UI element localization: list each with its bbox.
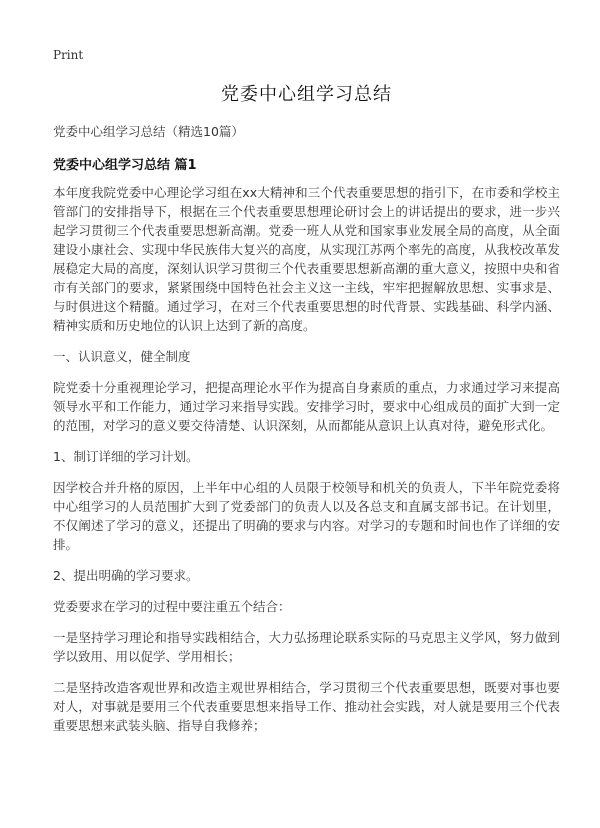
paragraph-heading-3: 2、提出明确的学习要求。 [53, 568, 199, 583]
document-title: 党委中心组学习总结 [221, 84, 392, 105]
print-link[interactable]: Print [53, 48, 84, 62]
paragraph-body-2: 因学校合并升格的原因，上半年中心组的人员限于校领导和机关的负责人，下半年院党委将中心组学习的人员范围扩大到了党委部门的负责人以及各总支和直属支部书记。在计划里，不仅阐述了学习的意义，还提出了明确的要求与内容。对学习的专题和时间也作了详细的安排。 [53, 480, 560, 552]
document-subtitle: 党委中心组学习总结（精选10篇） [53, 124, 244, 139]
paragraph-body-3: 党委要求在学习的过程中要注重五个结合： [53, 599, 291, 614]
paragraph-item-1: 一是坚持学习理论和指导实践相结合，大力弘扬理论联系实际的马克思主义学风，努力做到学以致用、用以促学、学用相长； [53, 630, 560, 664]
paragraph-heading-1: 一、认识意义，健全制度 [53, 349, 191, 364]
paragraph-item-2: 二是坚持改造客观世界和改造主观世界相结合，学习贯彻三个代表重要思想，既要对事也要对人，对事就是要用三个代表重要思想来指导工作、推动社会实践，对人就是要用三个代表重要思想来武装头脑、指导自我修养； [53, 680, 560, 733]
paragraph-body-1: 院党委十分重视理论学习，把提高理论水平作为提高自身素质的重点，力求通过学习来提高领导水平和工作能力，通过学习来指导实践。安排学习时，要求中心组成员的面扩大到一定的范围，对学习的意义要交待清楚、认识深刻，从而都能从意识上认真对待，避免形式化。 [53, 380, 560, 433]
section-title: 党委中心组学习总结 篇1 [53, 158, 197, 173]
paragraph-intro: 本年度我院党委中心理论学习组在xx大精神和三个代表重要思想的指引下，在市委和学校主管部门的安排指导下，根据在三个代表重要思想理论研讨会上的讲话提出的要求，进一步兴起学习贯彻三个代表重要思想新高潮。党委一班人从党和国家事业发展全局的高度，从全面建设小康社会、实现中华民族伟大复兴的高度，从实现江苏两个率先的高度，从我校改革发展稳定大局的高度，深刻认识学习贯彻三个代表重要思想新高潮的重大意义，按照中央和省市有关部门的要求，紧紧围绕中国特色社会主义这一主线，牢牢把握解放思想、实事求是、与时俱进这个精髓。通过学习，在对三个代表重要思想的时代背景、实践基础、科学内涵、精神实质和历史地位的认识上达到了新的高度。 [53, 185, 560, 333]
paragraph-heading-2: 1、制订详细的学习计划。 [53, 449, 199, 464]
